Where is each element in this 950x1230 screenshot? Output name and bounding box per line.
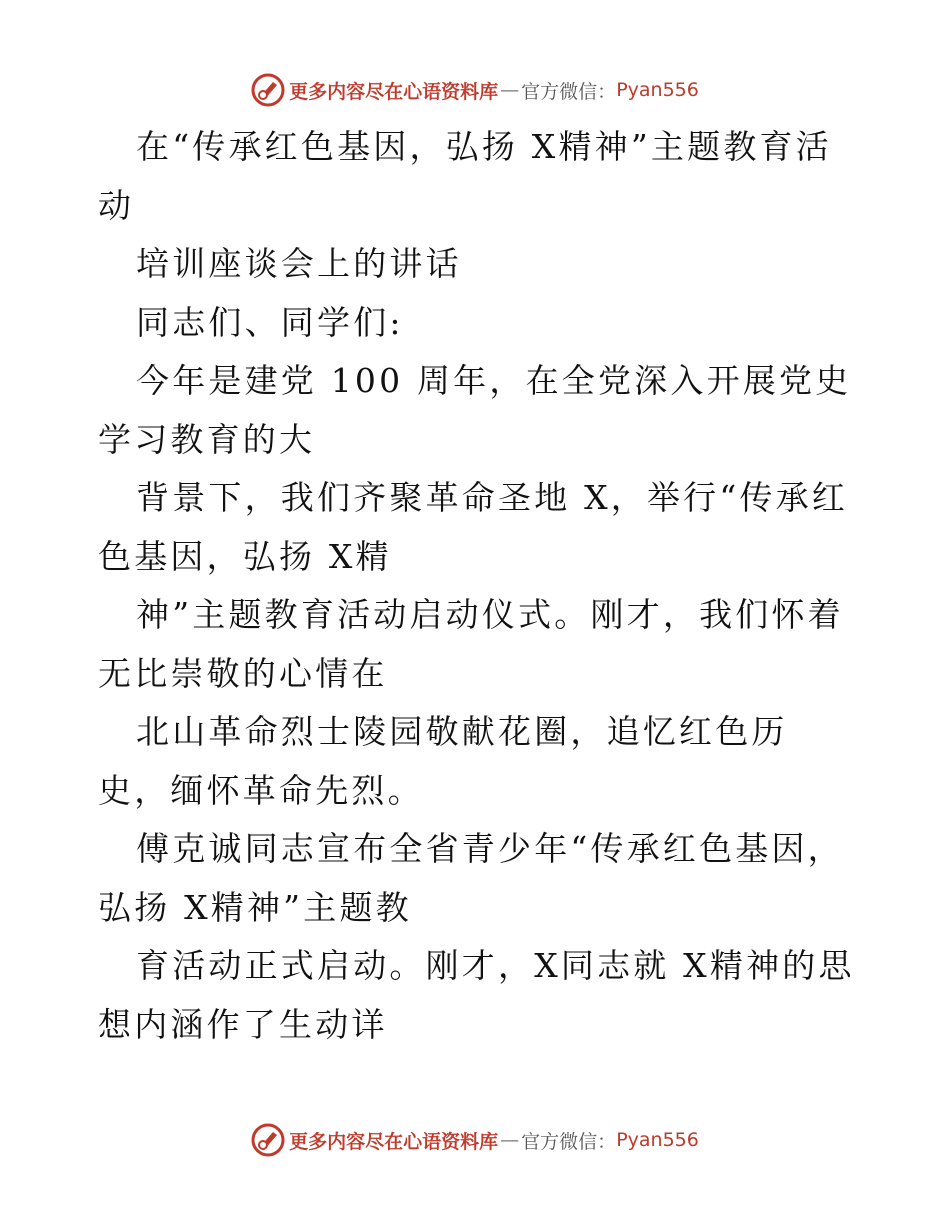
document-body — [98, 118, 858, 1054]
brand-logo-icon — [251, 73, 285, 107]
body-paragraph: 傅克诚同志宣布全省青少年“传承红色基因，弘扬 X精神”主题教 — [98, 829, 844, 927]
document-title-line1: 在“传承红色基因，弘扬 X精神”主题教育活动 — [98, 127, 832, 225]
watermark-handle: Pyan556 — [616, 79, 699, 101]
watermark-separator: — — [500, 1129, 520, 1151]
watermark-text: 更多内容尽在心语资料库 — [289, 80, 499, 103]
watermark-handle: Pyan556 — [616, 1129, 699, 1151]
body-paragraph: 北山革命烈士陵园敬献花圈，追忆红色历史，缅怀革命先烈。 — [98, 712, 788, 810]
salutation: 同志们、同学们: — [136, 302, 404, 342]
body-paragraph: 今年是建党 100 周年，在全党深入开展党史学习教育的大 — [98, 361, 852, 459]
brand-logo-icon — [251, 1123, 285, 1157]
body-paragraph: 背景下，我们齐聚革命圣地 X，举行“传承红色基因，弘扬 X精 — [98, 478, 849, 576]
header-watermark — [0, 70, 950, 110]
watermark-text: 更多内容尽在心语资料库 — [289, 1130, 499, 1153]
watermark-separator: — — [500, 79, 520, 101]
body-paragraph: 育活动正式启动。刚才，X同志就 X精神的思想内涵作了生动详 — [98, 946, 855, 1044]
document-title-line2: 培训座谈会上的讲话 — [136, 244, 462, 283]
watermark-label: 官方微信： — [521, 1130, 617, 1153]
footer-watermark — [0, 1120, 950, 1160]
body-paragraph: 神”主题教育活动启动仪式。刚才，我们怀着无比崇敬的心情在 — [98, 595, 844, 693]
watermark-label: 官方微信： — [521, 80, 617, 103]
